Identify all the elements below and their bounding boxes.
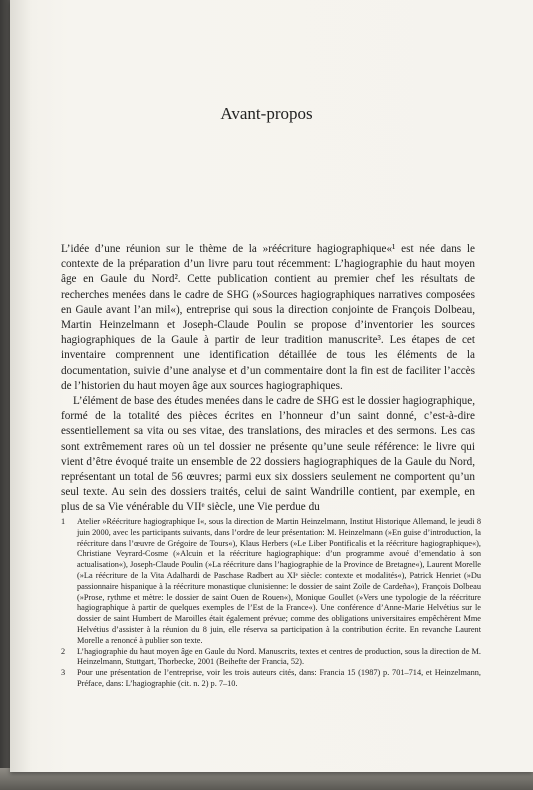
footnote <box>61 517 481 647</box>
paragraph: L’élément de base des études menées dans le cadre de SHG est le dossier hagiographique, formé de la totalité des pièces écrites en l’honneur d’un saint donné, c’est-à-dire essentiellement sa vita ou ses vitae, des translations, des miracles et des sermons. Les cas sont extrêmement rares où un tel dossier ne présente qu’une seule référence: le livre qui vient d’être évoqué traite un ensemble de 22 dossiers hagiographiques de la Gaule du Nord, représentant un total de 56 œuvres; parmi eux six dossiers seulement ne comportent qu’un seul texte. Au sein des dossiers traités, celui de saint Wandrille contient, par exemple, en plus de sa Vie vénérable du VIIᵉ siècle, une Vie perdue du <box>61 395 475 514</box>
paragraph: L’idée d’une réunion sur le thème de la »réécriture hagiographique«¹ est née dans le contexte de la préparation d’un livre paru tout récemment: L’hagiographie du haut moyen âge en Gaule du Nord². Cette publication contient au premier chef les résultats de recherches menées dans le cadre de SHG (»Sources hagiographiques narratives composées en Gaule avant l’an mil«), entreprise qui sous la direction conjointe de François Dolbeau, Martin Heinzelmann et Joseph-Claude Poulin se propose d’inventorier les sources hagiographiques de la Gaule à partir de leur tradition manuscrite³. Les étapes de cet inventaire comprennent une identification détaillée de tous les éléments de la documentation, suivie d’une analyse et d’un commentaire dont la fin est de faciliter l’accès de l’historien du haut moyen âge aux sources hagiographiques. <box>61 243 475 392</box>
footnote <box>61 668 481 690</box>
footnote-text: Pour une présentation de l’entreprise, voir les trois auteurs cités, dans: Francia 15 (1987) p. 701–714, et Heinzelmann, Préface, dans: L’hagiographie (cit. n. 2) p. 7–10. <box>77 668 481 688</box>
footnotes <box>61 517 481 690</box>
footnote-text: Atelier »Réécriture hagiographique I«, sous la direction de Martin Heinzelmann, Institut Historique Allemand, le jeudi 8 juin 2000, avec les participants suivants, dans l’ordre de leur présentation: M. Heinzelmann (»En guise d’introduction, la réécriture dans l’œuvre de Grégoire de Tours«), Klaus Herbers (»Le Liber Pontificalis et la réécriture hagiographique«), Christiane Veyrard-Cosme (»Alcuin et la réécriture hagiographique: d’un programme avoué d’emendatio à son actualisation«), Joseph-Claude Poulin (»La réécriture dans l’hagiographie de la Province de Bretagne«), Laurent Morelle (»La réécriture de la Vita Adalhardi de Paschase Radbert au XIᵉ siècle: contexte et modalités«), Patrick Henriet (»Du passionnaire hispanique à la réécriture monastique clunisienne: le dossier de saint Zoïle de Cardeña«), François Dolbeau (»Prose, rythme et mètre: le dossier de saint Ouen de Rouen«), Monique Goullet (»Vers une typologie de la réécriture hagiographique à partir de quelques exemples de l’Est de la France«). Une conférence d’Anne-Marie Helvétius sur le dossier de saint Humbert de Maroilles était également prévue; comme des obligations universitaires empêchèrent Mme Helvétius d’assister à la réunion du 8 juin, elle réserva sa participation à la contribution écrite. En revanche Laurent Morelle a renoncé à publier son texte. <box>77 517 481 645</box>
footnote-number: 1 <box>61 517 66 526</box>
footnote-text: L’hagiographie du haut moyen âge en Gaule du Nord. Manuscrits, textes et centres de production, sous la direction de M. Heinzelmann, Stuttgart, Thorbecke, 2001 (Beihefte der Francia, 52). <box>77 646 481 667</box>
footnote-number: 2 <box>61 646 66 656</box>
footnote <box>61 647 481 669</box>
page-title: Avant-propos <box>220 104 313 123</box>
footnote-number: 3 <box>61 668 66 678</box>
main-text <box>61 242 475 516</box>
